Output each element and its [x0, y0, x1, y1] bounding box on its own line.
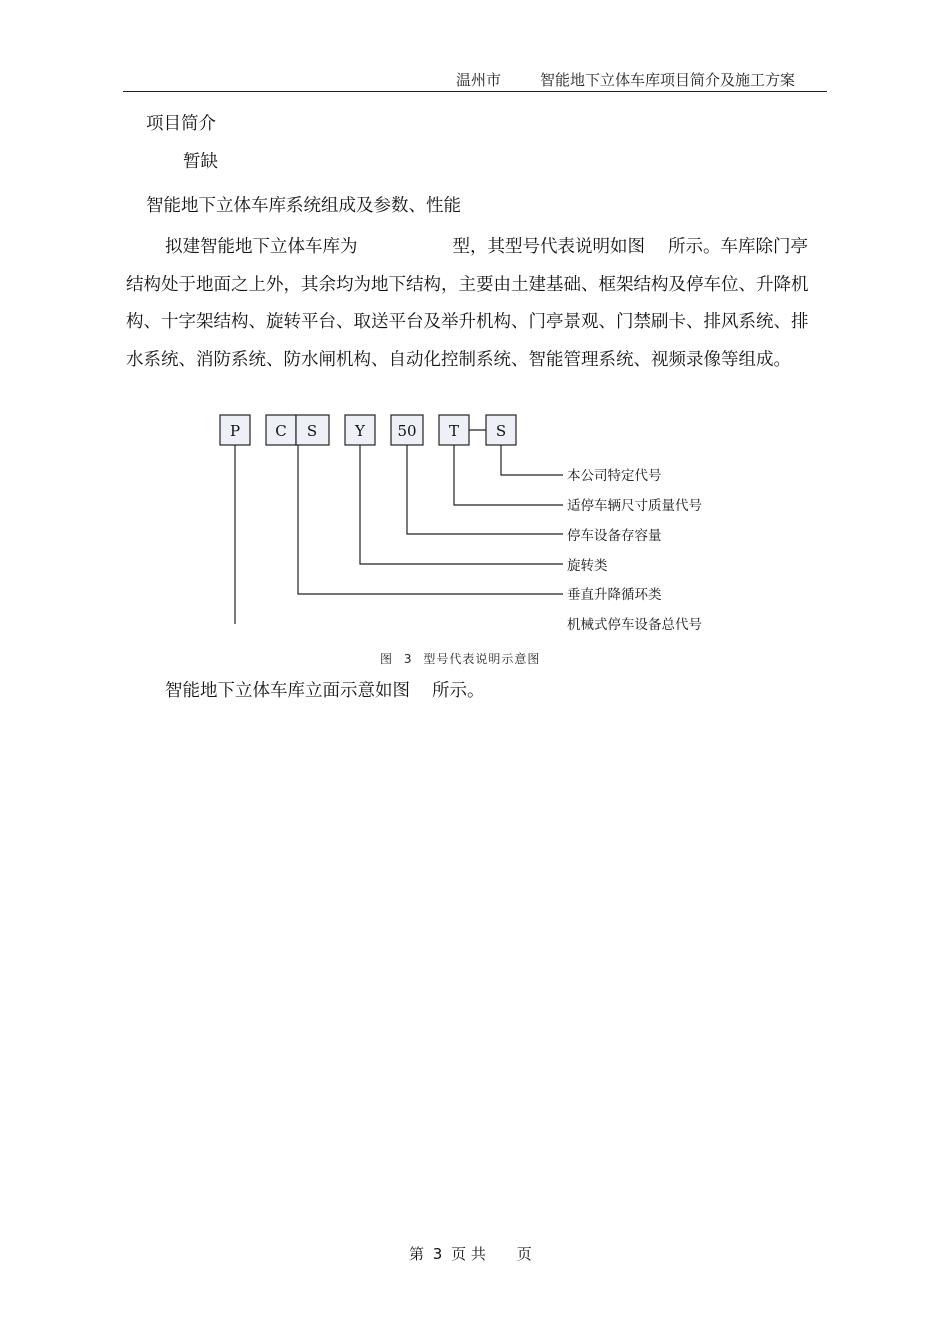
- label-capacity: 停车设备存容量: [567, 528, 662, 544]
- label-rotary: 旋转类: [567, 558, 608, 574]
- paragraph-line1-c: 所示。车库除: [668, 237, 773, 257]
- intro-heading: 项目简介: [146, 114, 216, 134]
- label-company: 本公司特定代号: [567, 468, 662, 484]
- paragraph-line1-a: 拟建智能地下立体车库为: [165, 237, 358, 257]
- footer-mid: 页 共: [451, 1245, 486, 1263]
- label-vehicle-size: 适停车辆尺寸质量代号: [567, 498, 702, 514]
- footer-page-number: 3: [432, 1245, 443, 1263]
- page-footer: [409, 1243, 532, 1264]
- header-title: 智能地下立体车库项目简介及施工方案: [540, 71, 796, 89]
- code-c: C: [275, 422, 287, 440]
- paragraph-line1-b: 型，其型号代表说明如图: [452, 237, 645, 257]
- caption-prefix: 图: [380, 652, 394, 666]
- paragraph-rest: 门亭结构处于地面之上外，其余均为地下结构，主要由土建基础、框架结构及停车位、升降机构、十字架结构、旋转平台、取送平台及举升机构、门亭景观、门禁刷卡、排风系统、排水系统、消防系统、防水闸机构、自动化控制系统、智能管理系统、视频录像等组成。: [126, 237, 809, 370]
- code-t: T: [448, 422, 460, 440]
- caption-number: 3: [403, 652, 413, 666]
- intro-body: 暂缺: [183, 152, 218, 172]
- closing-line: [165, 673, 485, 710]
- code-s: S: [306, 422, 318, 440]
- header-city: 温州市: [456, 71, 502, 89]
- leader-capacity: [407, 445, 563, 534]
- code-y: Y: [355, 422, 365, 440]
- footer-suffix: 页: [516, 1245, 532, 1263]
- label-vertical: 垂直升降循环类: [567, 587, 662, 603]
- code-s2: S: [495, 422, 507, 440]
- label-mechanical: 机械式停车设备总代号: [567, 617, 702, 633]
- leader-vertical: [298, 445, 563, 594]
- closing-b: 所示。: [432, 681, 485, 701]
- closing-a: 智能地下立体车库立面示意如图: [165, 681, 410, 701]
- code-p: P: [229, 422, 241, 440]
- footer-prefix: 第: [409, 1245, 425, 1263]
- code-50: 50: [397, 422, 417, 440]
- system-heading: 智能地下立体车库系统组成及参数、性能: [146, 196, 461, 216]
- figure-caption: [380, 650, 540, 667]
- caption-rest: 型号代表说明示意图: [423, 652, 541, 666]
- leader-company: [501, 445, 563, 475]
